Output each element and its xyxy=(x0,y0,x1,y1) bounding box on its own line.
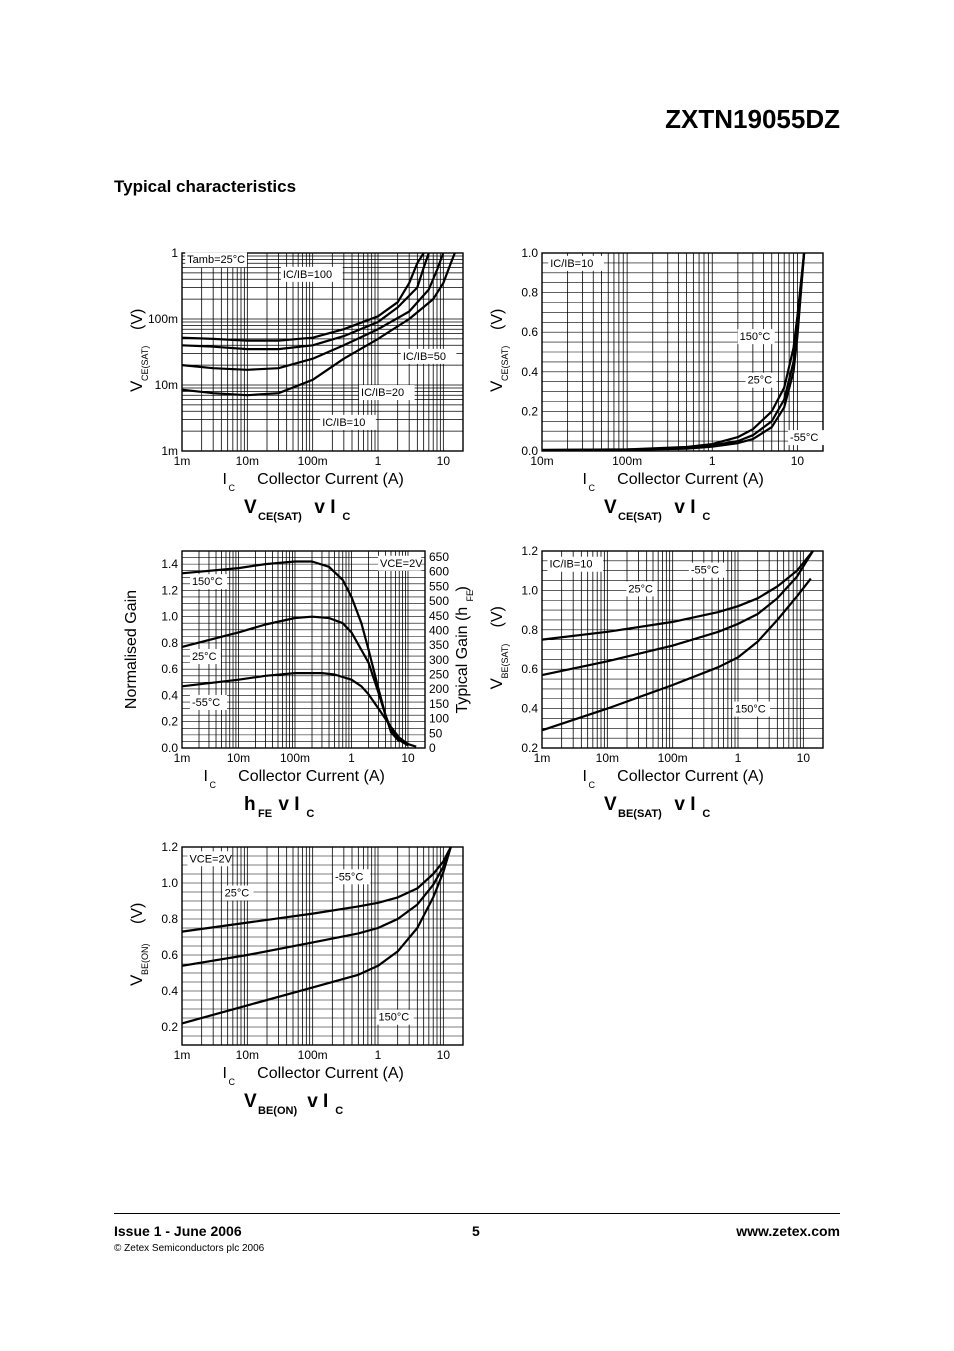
y2-tick-label: 400 xyxy=(429,623,450,638)
y-axis-label: V xyxy=(127,380,146,392)
x-axis-symbol: I xyxy=(222,1065,227,1082)
y2-tick-label: 250 xyxy=(429,667,450,682)
page-number: 5 xyxy=(472,1223,480,1239)
x-tick-label: 1m xyxy=(173,751,191,765)
y-tick-label: 10m xyxy=(154,378,178,392)
annotation-label: 25°C xyxy=(747,374,773,387)
caption-vs: v I xyxy=(314,497,336,518)
annotation-label: VCE=2V xyxy=(189,853,232,866)
y2-tick-label: 550 xyxy=(429,579,450,594)
y-axis-unit: (V) xyxy=(129,902,146,924)
annotation-label: IC/IB=100 xyxy=(282,268,333,281)
x-axis-label: Collector Current (A) xyxy=(617,768,764,785)
annotation-label: IC/IB=10 xyxy=(322,416,366,429)
caption-symbol-sub: BE(ON) xyxy=(258,1105,298,1117)
y2-tick-label: 650 xyxy=(429,550,450,564)
caption-vs-sub: C xyxy=(702,511,711,523)
x-axis-symbol-sub: C xyxy=(228,483,235,493)
x-tick-label: 1m xyxy=(533,751,551,765)
x-axis-symbol-sub: C xyxy=(228,1077,235,1087)
y-axis-label-group xyxy=(127,309,150,392)
caption-symbol-sub: CE(SAT) xyxy=(618,511,662,523)
y2-tick-label: 150 xyxy=(429,696,450,711)
caption-symbol: V xyxy=(604,497,617,518)
y-tick-label: 0.8 xyxy=(521,285,538,300)
x-tick-label: 10m xyxy=(530,454,554,468)
y-axis-label: Normalised Gain xyxy=(123,589,140,710)
caption-symbol: h xyxy=(244,794,256,815)
annotation-label: 150°C xyxy=(191,576,223,589)
x-axis-label: Collector Current (A) xyxy=(238,768,385,785)
annotation-label: VCE=2V xyxy=(380,557,423,570)
annotation-label: -55°C xyxy=(335,871,364,884)
x-axis-symbol-sub: C xyxy=(588,483,595,493)
x-tick-label: 10 xyxy=(436,454,451,468)
annotation-label: 25°C xyxy=(628,583,653,596)
annotation-label: -55°C xyxy=(790,432,819,445)
annotation-label: IC/IB=20 xyxy=(361,387,405,400)
annotation-label: 25°C xyxy=(191,651,217,664)
footer-website: www.zetex.com xyxy=(736,1223,840,1239)
x-tick-label: 1 xyxy=(708,454,716,468)
x-tick-label: 1 xyxy=(374,454,382,468)
y2-tick-label: 500 xyxy=(429,594,450,609)
y-axis-unit: (V) xyxy=(489,606,506,628)
y2-tick-label: 50 xyxy=(429,726,443,741)
y-tick-label: 0.4 xyxy=(521,701,538,716)
caption-symbol-sub: BE(SAT) xyxy=(618,808,662,820)
caption-vs: v I xyxy=(278,794,300,815)
y2-tick-label: 100 xyxy=(429,711,450,726)
y-axis-label: V xyxy=(487,380,506,392)
x-tick-label: 100m xyxy=(297,1048,328,1062)
chart-vbesat xyxy=(487,544,823,820)
y2-tick-label: 350 xyxy=(429,638,450,653)
caption-vs: v I xyxy=(674,497,696,518)
y-tick-label: 0.0 xyxy=(521,444,538,458)
section-title: Typical characteristics xyxy=(114,177,297,196)
y-tick-label: 0.8 xyxy=(161,635,178,650)
x-tick-label: 1 xyxy=(734,751,742,765)
y-axis-label-sub: BE(ON) xyxy=(140,943,150,975)
y-tick-label: 0.8 xyxy=(161,912,178,926)
y-axis-label-group xyxy=(487,309,510,392)
y-tick-label: 0.2 xyxy=(161,714,178,729)
y-tick-label: 0.6 xyxy=(521,325,538,340)
x-axis-symbol-sub: C xyxy=(209,780,216,790)
y-axis-unit: (V) xyxy=(489,308,506,330)
annotation-label: Tamb=25°C xyxy=(187,254,246,267)
y-tick-label: 1.0 xyxy=(521,246,538,260)
annotation-label: IC/IB=10 xyxy=(550,257,594,270)
x-tick-label: 1 xyxy=(348,751,355,765)
x-tick-label: 10m xyxy=(226,751,251,765)
x-tick-label: 10 xyxy=(796,751,811,765)
caption-vs-sub: C xyxy=(335,1105,344,1117)
x-tick-label: 10 xyxy=(436,1048,451,1062)
y-axis-label-group xyxy=(487,606,510,689)
chart-vcesat-ratio xyxy=(127,246,463,523)
footer-divider xyxy=(114,1213,840,1214)
y-tick-label: 0.6 xyxy=(161,948,178,962)
caption-vs: v I xyxy=(307,1091,329,1112)
y2-tick-label: 200 xyxy=(429,682,450,697)
caption-symbol: V xyxy=(244,497,257,518)
x-tick-label: 100m xyxy=(297,454,328,468)
x-tick-label: 10 xyxy=(401,751,415,765)
y-tick-label: 0.8 xyxy=(521,622,538,637)
y-tick-label: 1.2 xyxy=(521,544,538,558)
caption-vs-sub: C xyxy=(702,808,711,820)
x-tick-label: 10m xyxy=(595,751,620,765)
y-axis-label-group xyxy=(127,903,150,986)
y2-tick-label: 600 xyxy=(429,564,450,579)
y-tick-label: 0.2 xyxy=(161,1020,178,1034)
x-tick-label: 10m xyxy=(235,454,260,468)
y-tick-label: 0.2 xyxy=(521,404,538,419)
x-tick-label: 100m xyxy=(612,454,643,468)
annotation-label: IC/IB=50 xyxy=(402,350,446,363)
y-tick-label: 0.6 xyxy=(161,662,178,677)
annotation-label: 150°C xyxy=(739,331,771,344)
y-tick-label: 0.2 xyxy=(521,741,538,755)
x-axis-label: Collector Current (A) xyxy=(257,471,404,488)
chart-vcesat-temp xyxy=(487,246,825,523)
annotation-label: -55°C xyxy=(690,564,720,577)
y-axis-label-sub: BE(SAT) xyxy=(500,643,510,679)
y-tick-label: 100m xyxy=(147,312,178,326)
caption-symbol-sub: FE xyxy=(258,808,273,820)
x-tick-label: 10m xyxy=(235,1048,260,1062)
x-axis-symbol: I xyxy=(222,471,227,488)
y2-axis-label-group xyxy=(454,586,475,713)
caption-vs-sub: C xyxy=(306,808,315,820)
caption-symbol: V xyxy=(604,794,617,815)
y-tick-label: 0.6 xyxy=(521,662,538,677)
x-tick-label: 1 xyxy=(374,1048,382,1062)
x-tick-label: 1m xyxy=(173,454,191,468)
y-axis-label-sub: CE(SAT) xyxy=(500,345,510,381)
footer-copyright: © Zetex Semiconductors plc 2006 xyxy=(114,1243,265,1254)
x-axis-label: Collector Current (A) xyxy=(257,1065,404,1082)
annotation-label: -55°C xyxy=(191,696,221,709)
caption-vs-sub: C xyxy=(342,511,351,523)
y-tick-label: 1m xyxy=(161,444,178,458)
x-axis-symbol: I xyxy=(203,768,208,785)
y-tick-label: 1.2 xyxy=(161,583,178,598)
y-axis-label-sub: CE(SAT) xyxy=(140,345,150,381)
caption-vs: v I xyxy=(674,794,696,815)
y2-axis-label: Typical Gain (h xyxy=(454,606,471,714)
x-axis-symbol-sub: C xyxy=(588,780,595,790)
y-axis-unit: (V) xyxy=(129,308,146,330)
y-tick-label: 1.0 xyxy=(161,876,178,890)
annotation-label: 150°C xyxy=(735,703,766,716)
y2-axis-label-close: ) xyxy=(454,586,471,592)
y-axis-label: V xyxy=(487,678,506,690)
y2-axis-label-sub: FE xyxy=(465,589,475,602)
x-axis-label: Collector Current (A) xyxy=(617,471,764,488)
part-number: ZXTN19055DZ xyxy=(665,104,840,134)
x-tick-label: 100m xyxy=(657,751,688,765)
y-tick-label: 1 xyxy=(171,246,178,260)
chart-hfe xyxy=(123,550,475,820)
y-tick-label: 0.0 xyxy=(161,741,178,755)
y-tick-label: 1.4 xyxy=(161,557,178,572)
x-tick-label: 10 xyxy=(790,454,805,468)
x-tick-label: 100m xyxy=(279,751,311,765)
y-tick-label: 1.0 xyxy=(521,583,538,598)
annotation-label: IC/IB=10 xyxy=(549,558,593,571)
y-axis-label: V xyxy=(127,974,146,986)
footer-issue: Issue 1 - June 2006 xyxy=(114,1223,242,1239)
x-axis-symbol: I xyxy=(582,768,587,785)
caption-symbol: V xyxy=(244,1091,257,1112)
y-tick-label: 0.4 xyxy=(521,364,538,379)
y-tick-label: 0.4 xyxy=(161,984,178,998)
y2-tick-label: 300 xyxy=(429,652,450,667)
y-tick-label: 1.0 xyxy=(161,609,178,624)
chart-vbeon xyxy=(127,840,463,1117)
y2-tick-label: 0 xyxy=(429,741,436,755)
x-tick-label: 1m xyxy=(173,1048,191,1062)
y-tick-label: 1.2 xyxy=(161,840,178,854)
y-axis-label-group xyxy=(123,590,140,709)
y2-tick-label: 450 xyxy=(429,608,450,623)
y-tick-label: 0.4 xyxy=(161,688,178,703)
annotation-label: 25°C xyxy=(224,887,250,900)
caption-symbol-sub: CE(SAT) xyxy=(258,511,302,523)
x-axis-symbol: I xyxy=(582,471,587,488)
annotation-label: 150°C xyxy=(378,1011,410,1024)
